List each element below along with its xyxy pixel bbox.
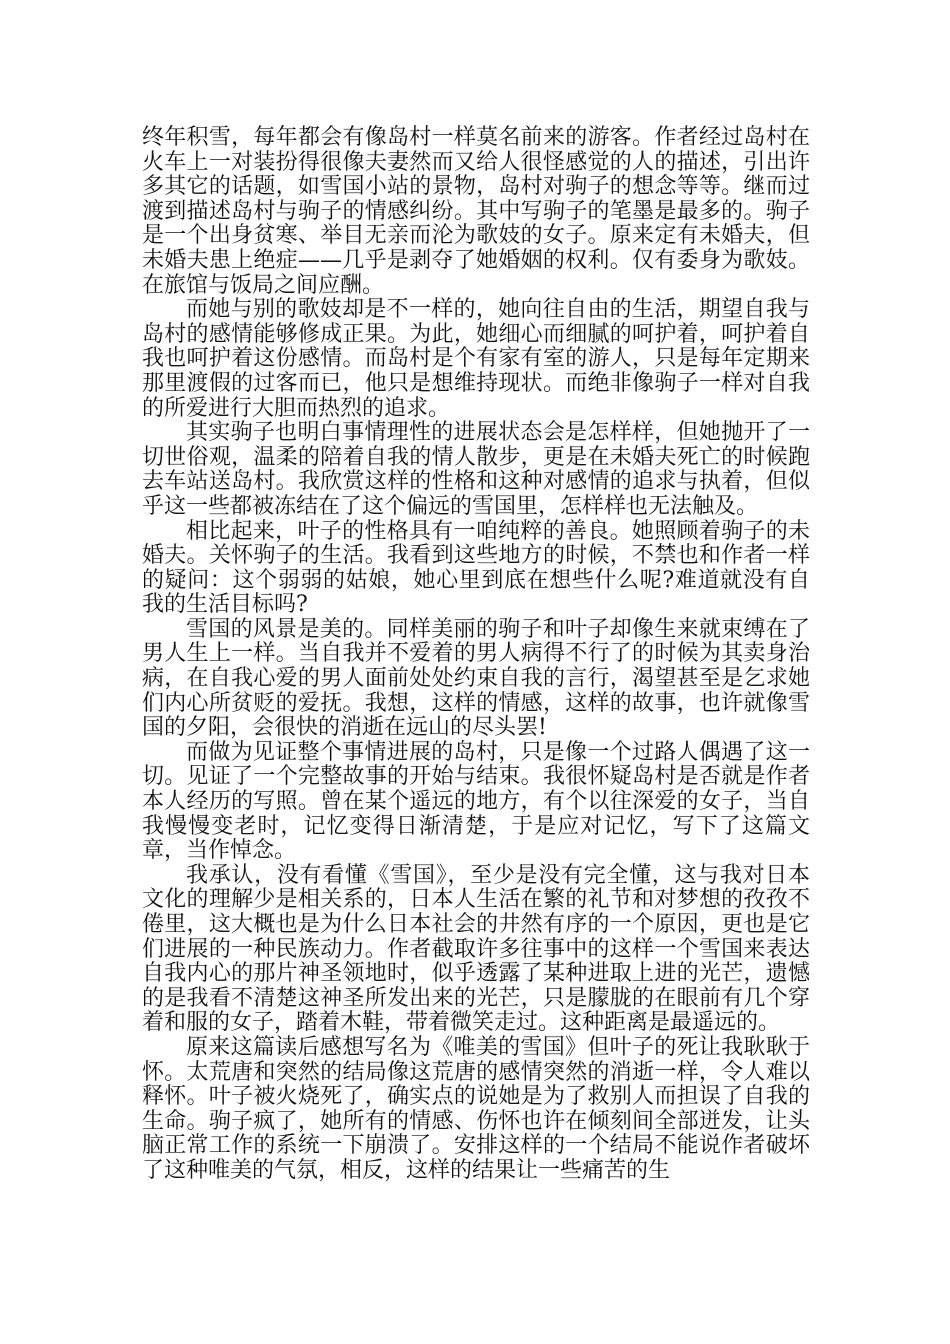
paragraph-6: 而做为见证整个事情进展的岛村，只是像一个过路人偶遇了这一切。见证了一个完整故事的开始与结束。我很怀疑岛村是否就是作者本人经历的写照。曾在某个遥远的地方，有个以往深爱的女子，当自我慢慢变老时，记忆变得日渐清楚，于是应对记忆，写下了这篇文章，当作悼念。 [142, 739, 810, 864]
paragraph-2: 而她与别的歌妓却是不一样的，她向往自由的生活，期望自我与岛村的感情能够修成正果。为此，她细心而细腻的呵护着，呵护着自我也呵护着这份感情。而岛村是个有家有室的游人，只是每年定期来那里渡假的过客而已，他只是想维持现状。而绝非像驹子一样对自我的所爱进行大胆而热烈的追求。 [142, 297, 810, 421]
paragraph-4: 相比起来，叶子的性格具有一咱纯粹的善良。她照顾着驹子的未婚夫。关怀驹子的生活。我看到这些地方的时候，不禁也和作者一样的疑问：这个弱弱的姑娘，她心里到底在想些什么呢?难道就没有自我的生活目标吗? [142, 518, 810, 618]
paragraph-5: 雪国的风景是美的。同样美丽的驹子和叶子却像生来就束缚在了男人生上一样。当自我并不爱着的男人病得不行了的时候为其卖身治病，在自我心爱的男人面前处处约束自我的言行，渴望甚至是乞求她们内心所贫贬的爱抚。我想，这样的情感，这样的故事，也许就像雪国的夕阳，会很快的消逝在远山的尽头罢! [142, 616, 810, 741]
paragraph-1: 终年积雪，每年都会有像岛村一样莫名前来的游客。作者经过岛村在火车上一对装扮得很像夫妻然而又给人很怪感觉的人的描述，引出许多其它的话题，如雪国小站的景物，岛村对驹子的想念等等。继而过渡到描述岛村与驹子的情感纠纷。其中写驹子的笔墨是最多的。驹子是一个出身贫寒、举目无亲而沦为歌妓的女子。原来定有未婚夫，但未婚夫患上绝症——几乎是剥夺了她婚姻的权利。仅有委身为歌妓。在旅馆与饭局之间应酬。 [142, 125, 810, 298]
paragraph-8: 原来这篇读后感想写名为《唯美的雪国》但叶子的死让我耿耿于怀。太荒唐和突然的结局像这荒唐的感情突然的消逝一样，令人难以释怀。叶子被火烧死了，确实点的说她是为了救别人而担误了自我的生命。驹子疯了，她所有的情感、伤怀也许在倾刻间全部迸发，让头脑正常工作的系统一下崩溃了。安排这样的一个结局不能说作者破坏了这种唯美的气氛，相反，这样的结果让一些痛苦的生 [142, 1034, 810, 1183]
paragraph-3: 其实驹子也明白事情理性的进展状态会是怎样样，但她抛开了一切世俗观，温柔的陪着自我的情人散步，更是在未婚夫死亡的时候跑去车站送岛村。我欣赏这样的性格和这种对感情的追求与执着，但似乎这一些都被冻结在了这个偏远的雪国里，怎样样也无法触及。 [142, 420, 810, 519]
document-body [142, 126, 810, 1184]
paragraph-7: 我承认，没有看懂《雪国》，至少是没有完全懂，这与我对日本文化的理解少是相关系的，日本人生活在繁的礼节和对梦想的孜孜不倦里，这大概也是为什么日本社会的井然有序的一个原因，更也是它们进展的一种民族动力。作者截取许多往事中的这样一个雪国来表达自我内心的那片神圣领地时，似乎透露了某种进取上进的光芒，遗憾的是我看不清楚这神圣所发出来的光芒，只是朦胧的在眼前有几个穿着和服的女子，踏着木鞋，带着微笑走过。这种距离是最遥远的。 [142, 862, 810, 1036]
